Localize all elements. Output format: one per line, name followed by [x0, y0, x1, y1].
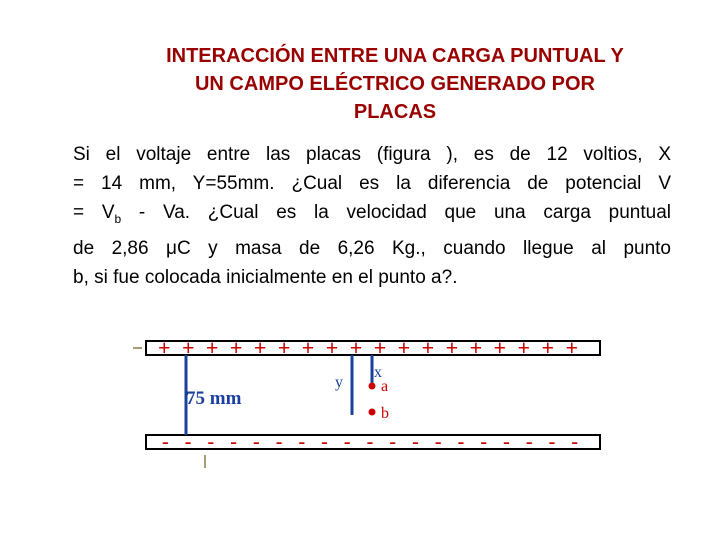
point-a: [369, 383, 376, 390]
negative-charges: - - - - - - - - - - - - - - - - - - -: [162, 431, 578, 453]
title-line-1: INTERACCIÓN ENTRE UNA CARGA PUNTUAL Y: [166, 45, 624, 67]
subscript-b: b: [114, 211, 122, 226]
problem-line-4: de 2,86 μC y masa de 6,26 Kg., cuando llegue al punto: [73, 237, 671, 259]
slide-title: [100, 42, 690, 126]
y-label: y: [335, 374, 343, 391]
title-line-3: PLACAS: [353, 101, 437, 123]
problem-line-3-start: = V: [73, 202, 115, 223]
problem-line-5: b, si fue colocada inicialmente en el punto a?.: [73, 266, 458, 288]
capacitor-plates-figure: [130, 330, 610, 470]
problem-line-3: [73, 198, 671, 234]
positive-charges: + + + + + + + + + + + + + + + + + +: [158, 335, 578, 360]
problem-line-1: Si el voltaje entre las placas (figura ), es de 12 voltios, X: [73, 144, 671, 165]
problem-line-3-end: - Va. ¿Cual es la velocidad que una carga puntual: [121, 202, 671, 223]
point-a-label: a: [381, 378, 389, 395]
x-label: x: [374, 364, 382, 381]
figure-svg: [130, 330, 610, 470]
problem-line-2: = 14 mm, Y=55mm. ¿Cual es la diferencia de potencial V: [73, 173, 671, 194]
distance-label: 75 mm: [186, 388, 242, 409]
point-b-label: b: [381, 405, 389, 422]
title-line-2: UN CAMPO ELÉCTRICO GENERADO POR: [194, 73, 596, 95]
problem-statement: [73, 140, 671, 292]
point-b: [369, 409, 376, 416]
